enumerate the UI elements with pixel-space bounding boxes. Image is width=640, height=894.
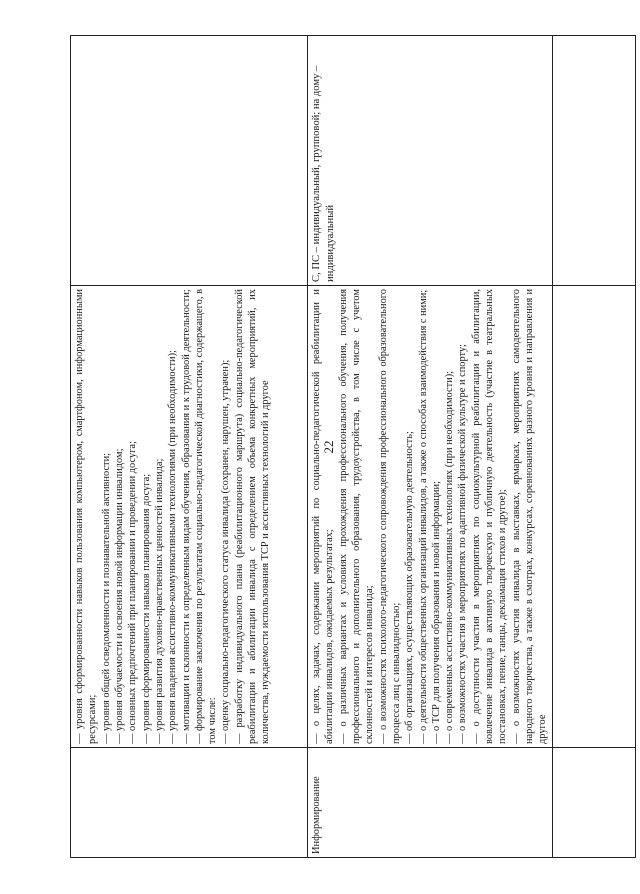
list-item: — о деятельности общественных организаций инвалидов, а также о способах взаимодействия с ними; bbox=[417, 289, 429, 744]
table-row bbox=[552, 36, 635, 858]
content-cell bbox=[552, 286, 635, 748]
list-item: — уровня владения ассистивно-коммуникативными технологиями (при необходимости); bbox=[167, 350, 179, 744]
table-row bbox=[71, 36, 308, 858]
list-item: — уровня сформированности навыков пользования компьютером, смартфоном, информационными ресурсами; bbox=[74, 289, 99, 744]
list-item: — уровня общей осведомленности и познавательной активности; bbox=[100, 452, 112, 744]
form-cell bbox=[71, 36, 308, 286]
form-cell bbox=[552, 36, 635, 286]
page-number: 22 bbox=[321, 440, 336, 454]
list-item: — о различных вариантах и условиях прохождения профессионального обучения, получения профессионального и дополнительного образования, трудоустройства, в том числе с учетом склонностей и интересов инвалида; bbox=[337, 289, 376, 744]
list-item: — разработку индивидуального плана (реабилитационного маршрута) социально-педагогической реабилитации и абилитации инвалида с определением объема конкретных мероприятий, их количества, нуждаемости использования ТСР и ассистивных технологий и другое bbox=[233, 289, 272, 744]
list-item: — уровня обучаемости и освоения новой информации инвалидом; bbox=[113, 448, 125, 744]
section-cell bbox=[71, 748, 308, 858]
table-row bbox=[308, 36, 553, 858]
service-table bbox=[70, 35, 636, 858]
list-item: — уровня сформированности навыков планирования досуга; bbox=[140, 473, 152, 744]
list-item: — о доступности участия в мероприятиях по социокультурной реабилитации и абилитации, вовлечение инвалида в активную творческую и публичную деятельность (участие в театральных постановках, пение, танцы, декламация стихов и другое); bbox=[470, 289, 509, 744]
list-item: — о возможностях участия в мероприятиях по адаптивной физической культуре и спорту; bbox=[457, 344, 469, 744]
content-cell bbox=[308, 286, 553, 748]
service-form: С, ПС – индивидуальный, групповой; на дому – индивидуальный bbox=[311, 65, 337, 282]
section-cell bbox=[552, 748, 635, 858]
list-item: — о возможностях участия инвалида в выставках, ярмарках, мероприятиях самодеятельного народного творчества, а также в смотрах, конкурсах, соревнованиях разного уровня и направления и другое bbox=[510, 289, 549, 744]
list-item: — о целях, задачах, содержании мероприятий по социально-педагогической реабилитации и абилитации инвалидов, ожидаемых результатах; bbox=[311, 289, 336, 744]
list-item: — о современных ассистивно-коммуникативных технологиях (при необходимости); bbox=[444, 370, 456, 744]
list-item: — формирование заключения по результатам социально-педагогической диагностики, содержащего, в том числе: bbox=[193, 289, 219, 744]
section-title: Информирование bbox=[311, 776, 322, 854]
list-item: — об организациях, осуществляющих образовательную деятельность; bbox=[404, 431, 416, 744]
list-item: — мотивации и склонности к определенным видам обучения, образования и к трудовой деятельности; bbox=[180, 289, 192, 744]
list-item: — оценку социально-педагогического статуса инвалида (сохранен, нарушен, утрачен); bbox=[220, 359, 232, 744]
rotated-table-wrapper bbox=[70, 36, 600, 858]
form-cell bbox=[308, 36, 553, 286]
list-item: — о возможностях психолого-педагогического сопровождения профессионального образовательного процесса лиц с инвалидностью; bbox=[377, 289, 402, 744]
content-cell bbox=[71, 286, 308, 748]
section-cell bbox=[308, 748, 553, 858]
list-item: — о ТСР для получения образования и новой информации; bbox=[430, 481, 442, 744]
list-item: — уровня развития духовно-нравственных ценностей инвалида; bbox=[153, 458, 165, 744]
list-item: — основных предпочтений при планировании и проведении досуга; bbox=[127, 441, 139, 744]
